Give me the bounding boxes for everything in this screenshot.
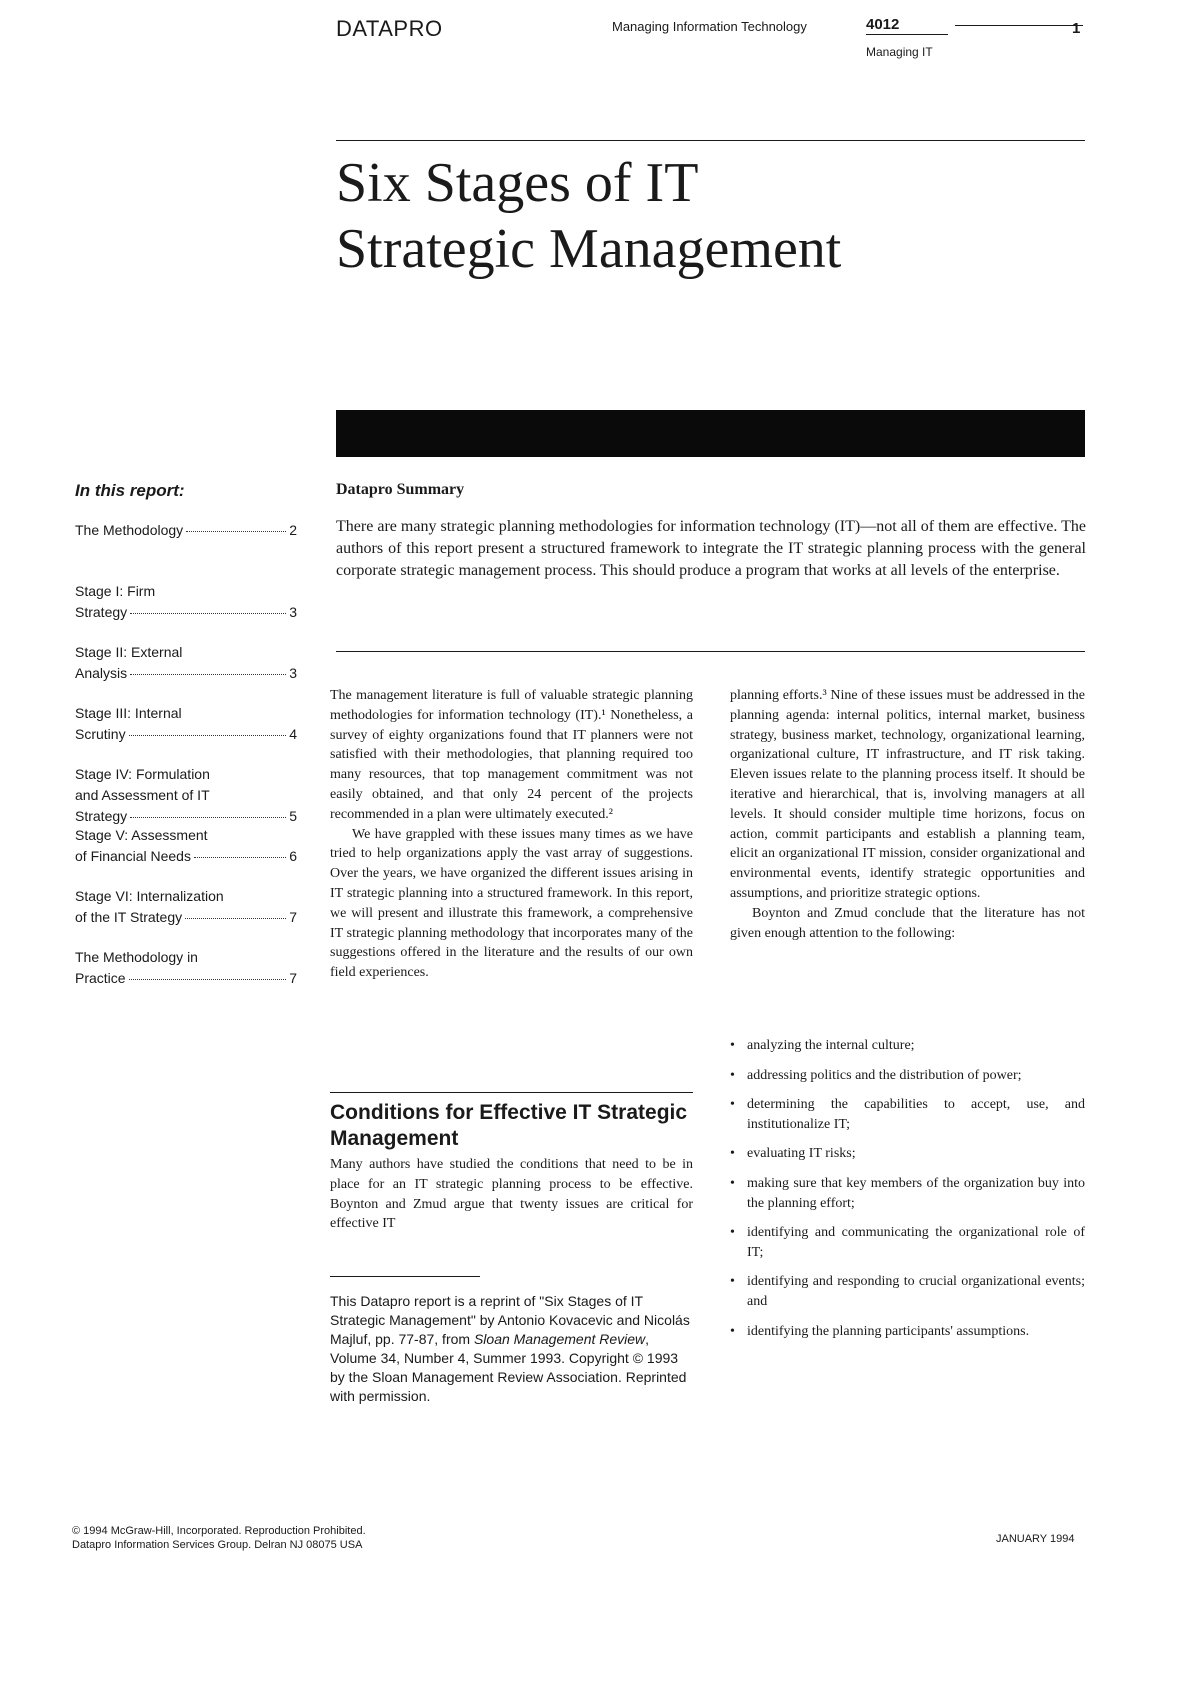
body-paragraph: Many authors have studied the conditions that need to be in place for an IT strategic planning process to be effective. Boynton and Zmud argue that twenty issues are critical for effective IT <box>330 1157 693 1232</box>
list-item: • identifying and communicating the organizational role of IT; <box>730 1223 1085 1262</box>
body-paragraph: The management literature is full of valuable strategic planning methodologies for information technology (IT).¹ Nonetheless, a survey of eighty organizations found that IT planners were not satisfied with their methodologies, that planning required too many resources, that top management commitment was not easily obtained, and that only 24 percent of the projects recommended in a plan were ultimately executed.² <box>330 688 693 822</box>
body-paragraph: planning efforts.³ Nine of these issues must be addressed in the planning agenda: internal politics, internal market, business strategy, business market, technology, organizational learning, organizational culture, IT infrastructure, and IT risk taking. Eleven issues relate to the planning process itself. It should be iterative and hierarchical, that is, involving managers at all levels. It should consider multiple time horizons, focus on action, commit participants and establish a planning team, elicit an organizational IT mission, consider organizational and environmental events, identify strategic opportunities and assumptions, and prioritize strategic options. <box>730 688 1085 901</box>
toc-item-label: The Methodology <box>75 522 184 538</box>
toc-dot-leader <box>194 857 286 858</box>
toc-item-page: 5 <box>289 808 297 824</box>
toc-item-label: Practice <box>75 970 126 986</box>
section-label: Managing IT <box>866 45 933 59</box>
footnote-rule <box>330 1276 480 1277</box>
title-rule <box>336 140 1085 141</box>
body-column-1 <box>330 686 693 983</box>
toc-item-page: 3 <box>289 665 297 681</box>
body-paragraph: We have grappled with these issues many times as we have tried to help organizations apply the vast array of suggestions. Over the years, we have organized the different issues arising in IT strategic planning into a structured framework. In this report, we will present and illustrate this framework, a comprehensive IT strategic planning methodology that incorporates many of the suggestions offered in the literature and the results of our own field experiences. <box>330 826 693 981</box>
toc-item-label: Stage II: External <box>75 644 183 660</box>
footer-date: JANUARY 1994 <box>996 1533 1075 1545</box>
toc-item <box>75 581 297 623</box>
toc-item-label: of Financial Needs <box>75 848 191 864</box>
publication-title: Managing Information Technology <box>612 19 807 34</box>
toc-item-label: Stage VI: Internalization <box>75 888 224 904</box>
toc-item-page: 3 <box>289 604 297 620</box>
toc-item <box>75 764 297 824</box>
toc-item-label: Strategy <box>75 604 128 620</box>
toc-item-label: The Methodology in <box>75 949 198 965</box>
decorative-band <box>336 410 1085 457</box>
toc-item-page: 2 <box>289 522 297 538</box>
table-of-contents <box>75 520 297 1008</box>
list-item: • identifying the planning participants' assumptions. <box>730 1322 1085 1342</box>
list-item: • addressing politics and the distribution of power; <box>730 1066 1085 1086</box>
toc-dot-leader <box>129 979 287 980</box>
toc-item-label: Scrutiny <box>75 726 126 742</box>
toc-item <box>75 703 297 745</box>
toc-item-page: 7 <box>289 970 297 986</box>
toc-item <box>75 520 297 562</box>
toc-dot-leader <box>129 735 287 736</box>
body-column-1-continued <box>330 1155 693 1234</box>
footer-copyright: © 1994 McGraw-Hill, Incorporated. Reproduction Prohibited. Datapro Information Services Group. Delran NJ 08075 USA <box>72 1525 366 1551</box>
toc-dot-leader <box>186 531 286 532</box>
toc-item-page: 7 <box>289 909 297 925</box>
toc-item <box>75 642 297 684</box>
toc-item <box>75 825 297 867</box>
toc-item-label: Strategy <box>75 808 128 824</box>
header-rule-right <box>955 25 1083 26</box>
page-title-line-2: Strategic Management <box>336 218 842 280</box>
toc-item <box>75 886 297 928</box>
summary-heading: Datapro Summary <box>336 481 465 498</box>
section-heading: Conditions for Effective IT Strategic Management <box>330 1101 688 1150</box>
toc-item-label: Stage V: Assessment <box>75 827 208 843</box>
section-rule <box>330 1092 693 1093</box>
summary-rule <box>336 651 1085 652</box>
toc-item-label: Stage IV: Formulation <box>75 766 210 782</box>
body-paragraph: Boynton and Zmud conclude that the literature has not given enough attention to the following: <box>730 905 1085 941</box>
toc-dot-leader <box>185 918 286 919</box>
list-item: • determining the capabilities to accept, use, and institutionalize IT; <box>730 1095 1085 1134</box>
toc-item <box>75 947 297 989</box>
toc-item-page: 6 <box>289 848 297 864</box>
toc-item-label: Analysis <box>75 665 128 681</box>
body-column-2 <box>730 686 1085 943</box>
toc-item-label: and Assessment of IT <box>75 787 210 803</box>
toc-item-label: Stage III: Internal <box>75 705 182 721</box>
toc-dot-leader <box>130 674 286 675</box>
toc-item-label: of the IT Strategy <box>75 909 183 925</box>
bullet-list <box>730 1036 1085 1351</box>
toc-dot-leader <box>130 817 286 818</box>
list-item: • making sure that key members of the organization buy into the planning effort; <box>730 1174 1085 1213</box>
toc-dot-leader <box>130 613 286 614</box>
summary-text: There are many strategic planning methodologies for information technology (IT)—not all of them are effective. The authors of this report present a structured framework to integrate the IT strategic planning process with the general corporate strategic management process. This should produce a program that works at all levels of the enterprise. <box>336 518 1086 579</box>
list-item: • evaluating IT risks; <box>730 1144 1085 1164</box>
page-number: 1 <box>1072 20 1081 37</box>
list-item: • analyzing the internal culture; <box>730 1036 1085 1056</box>
brand-logo: DATAPRO <box>336 16 443 41</box>
header-rule-short <box>866 34 948 35</box>
page-title <box>336 150 1076 282</box>
document-number: 4012 <box>866 16 900 33</box>
sidebar-heading: In this report: <box>75 481 185 500</box>
page-title-line-1: Six Stages of IT <box>336 152 699 214</box>
toc-item-page: 4 <box>289 726 297 742</box>
toc-item-label: Stage I: Firm <box>75 583 156 599</box>
footnote: This Datapro report is a reprint of "Six Stages of IT Strategic Management" by Antonio Kovacevic and Nicolás Majluf, pp. 77-87, from Sloan Management Review, Volume 34, Number 4, Summer 1993. Copyright © 1993 by the Sloan Management Review Association. Reprinted with permission. <box>330 1293 690 1404</box>
list-item: • identifying and responding to crucial organizational events; and <box>730 1272 1085 1311</box>
